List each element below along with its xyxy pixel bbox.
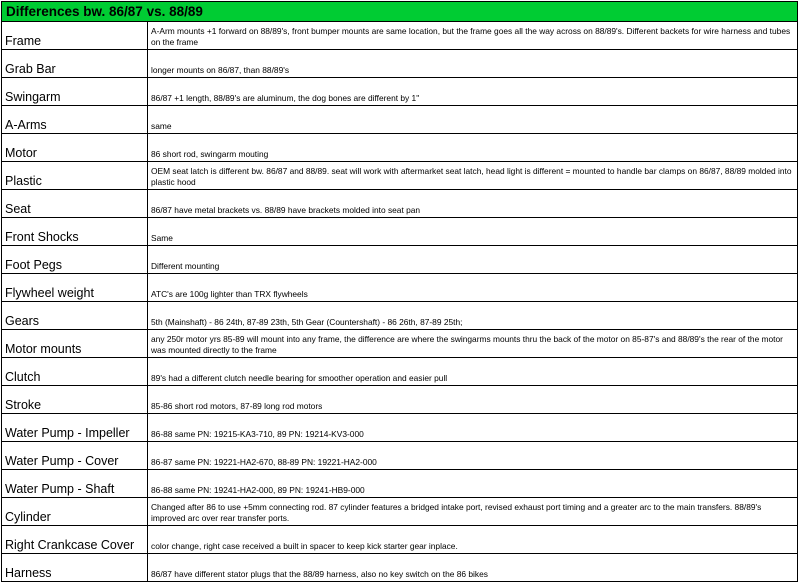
row-label: Swingarm: [2, 78, 148, 106]
row-description: 89's had a different clutch needle bearing for smoother operation and easier pull: [148, 358, 798, 386]
row-label: Front Shocks: [2, 218, 148, 246]
table-row: [2, 50, 798, 78]
row-label: Gears: [2, 302, 148, 330]
row-description: 86/87 have different stator plugs that the 88/89 harness, also no key switch on the 86 bikes: [148, 554, 798, 582]
table-row: [2, 442, 798, 470]
row-label: Clutch: [2, 358, 148, 386]
table-row: [2, 78, 798, 106]
row-description: color change, right case received a built in spacer to keep kick starter gear inplace.: [148, 526, 798, 554]
row-description: 86-88 same PN: 19215-KA3-710, 89 PN: 19214-KV3-000: [148, 414, 798, 442]
row-description: Different mounting: [148, 246, 798, 274]
row-label: Water Pump - Cover: [2, 442, 148, 470]
table-row: [2, 190, 798, 218]
table-title: Differences bw. 86/87 vs. 88/89: [2, 2, 798, 22]
table-row: [2, 302, 798, 330]
row-label: Water Pump - Shaft: [2, 470, 148, 498]
row-description: ATC's are 100g lighter than TRX flywheels: [148, 274, 798, 302]
table-row: [2, 106, 798, 134]
table-row: [2, 414, 798, 442]
table-row: [2, 274, 798, 302]
row-label: A-Arms: [2, 106, 148, 134]
row-label: Motor: [2, 134, 148, 162]
row-label: Stroke: [2, 386, 148, 414]
table-row: [2, 134, 798, 162]
table-row: [2, 218, 798, 246]
table-row: [2, 162, 798, 190]
differences-table: [1, 1, 798, 582]
table-row: [2, 246, 798, 274]
table-row: [2, 498, 798, 526]
row-label: Plastic: [2, 162, 148, 190]
row-label: Water Pump - Impeller: [2, 414, 148, 442]
row-description: 85-86 short rod motors, 87-89 long rod motors: [148, 386, 798, 414]
row-description: OEM seat latch is different bw. 86/87 and 88/89. seat will work with aftermarket seat latch, head light is different = mounted to handle bar clamps on 86/87, 88/89 molded into plastic hood: [148, 162, 798, 190]
row-description: 86-87 same PN: 19221-HA2-670, 88-89 PN: 19221-HA2-000: [148, 442, 798, 470]
row-description: Same: [148, 218, 798, 246]
row-description: 86/87 have metal brackets vs. 88/89 have brackets molded into seat pan: [148, 190, 798, 218]
row-label: Right Crankcase Cover: [2, 526, 148, 554]
row-label: Flywheel weight: [2, 274, 148, 302]
row-label: Grab Bar: [2, 50, 148, 78]
row-description: 5th (Mainshaft) - 86 24th, 87-89 23th, 5th Gear (Countershaft) - 86 26th, 87-89 25th;: [148, 302, 798, 330]
row-description: longer mounts on 86/87, than 88/89's: [148, 50, 798, 78]
row-description: 86 short rod, swingarm mouting: [148, 134, 798, 162]
row-description: 86/87 +1 length, 88/89's are aluminum, the dog bones are different by 1": [148, 78, 798, 106]
row-label: Motor mounts: [2, 330, 148, 358]
row-description: any 250r motor yrs 85-89 will mount into any frame, the difference are where the swingarms mounts thru the back of the motor on 85-87's and 88/89's the rear of the motor was mounted directly to the frame: [148, 330, 798, 358]
table-row: [2, 470, 798, 498]
table-row: [2, 554, 798, 582]
row-label: Seat: [2, 190, 148, 218]
row-label: Foot Pegs: [2, 246, 148, 274]
row-label: Frame: [2, 22, 148, 50]
table-row: [2, 526, 798, 554]
title-row: [2, 2, 798, 22]
table-row: [2, 386, 798, 414]
row-label: Cylinder: [2, 498, 148, 526]
row-label: Harness: [2, 554, 148, 582]
row-description: A-Arm mounts +1 forward on 88/89's, front bumper mounts are same location, but the frame goes all the way across on 88/89's. Different backets for wire harness and tubes on the frame: [148, 22, 798, 50]
row-description: 86-88 same PN: 19241-HA2-000, 89 PN: 19241-HB9-000: [148, 470, 798, 498]
row-description: Changed after 86 to use +5mm connecting rod. 87 cylinder features a bridged intake port, revised exhaust port timing and a greater arc to the main transfers. 88/89's improved arc over rear transfer ports.: [148, 498, 798, 526]
table-row: [2, 358, 798, 386]
table-row: [2, 330, 798, 358]
row-description: same: [148, 106, 798, 134]
table-row: [2, 22, 798, 50]
